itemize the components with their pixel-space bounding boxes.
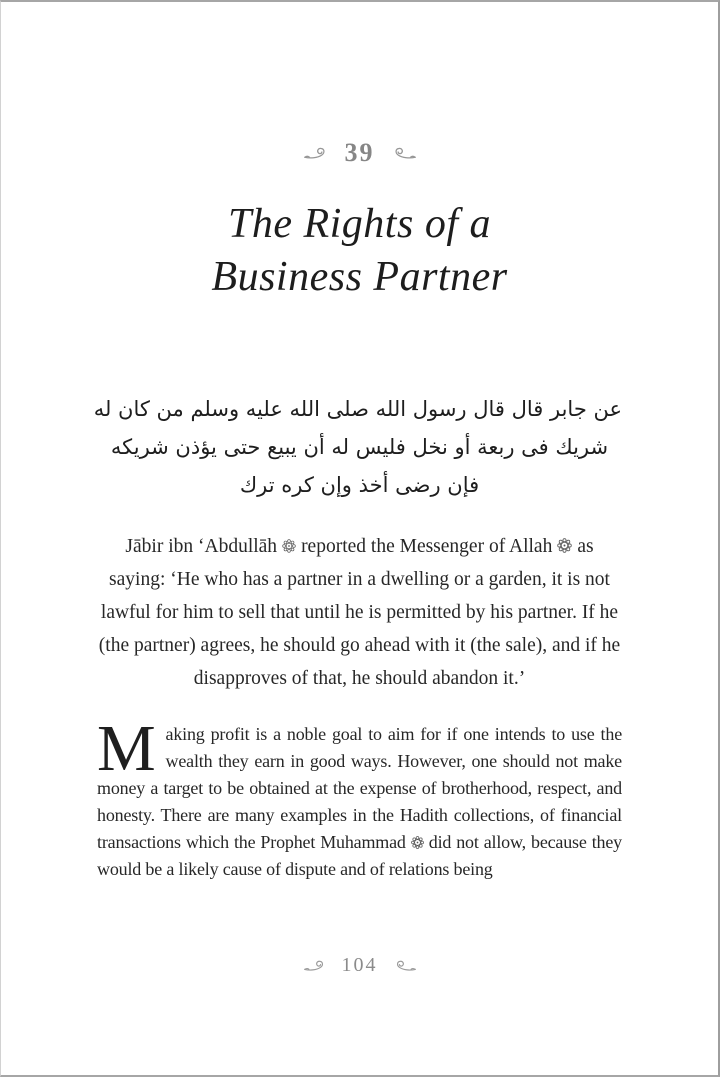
commentary-paragraph xyxy=(97,712,622,883)
chapter-number: 39 xyxy=(344,138,375,167)
chapter-title-line2: Business Partner xyxy=(211,254,508,300)
sallallahu-alayhi-wasallam-icon xyxy=(556,537,573,554)
hadith-narrator: Jābir ibn ‘Abdullāh xyxy=(125,536,278,557)
chapter-header xyxy=(97,138,622,168)
commentary-text-2: did not allow, because they would be a likely cause of dispute and of relations being xyxy=(97,832,622,879)
vine-swirl-left-icon xyxy=(304,959,329,972)
hadith-arabic-line2: شريك فى ربعة أو نخل فليس له أن يبيع حتى يؤذن شريكه xyxy=(110,435,609,459)
chapter-title-line1: The Rights of a xyxy=(227,201,491,247)
hadith-arabic-line3: فإن رضى أخذ وإن كره ترك xyxy=(239,473,480,497)
commentary-text-1: aking profit is a noble goal to aim for if one intends to use the wealth they earn in good ways. However, one should not make money a target to be obtained at the expense of brotherhood, respect, and honesty. There are many examples in the Hadith collections, of financial transactions which the Prophet Muhammad xyxy=(97,724,622,852)
hadith-translation xyxy=(97,530,622,695)
hadith-body-text: as saying: ‘He who has a partner in a dwelling or a garden, it is not lawful for him to sell that until he is permitted by his partner. If he (the partner) agrees, he should go ahead with it (the sale), and if he disapproves of that, he should abandon it.’ xyxy=(98,536,621,689)
sallallahu-alayhi-wasallam-icon xyxy=(410,835,425,850)
hadith-middle: reported the Messenger of Allah xyxy=(301,536,553,557)
hadith-arabic-line1: عن جابر قال قال رسول الله صلى الله عليه وسلم من كان له xyxy=(93,397,622,421)
page-footer xyxy=(1,954,718,977)
radiallahu-anhu-icon xyxy=(281,538,297,554)
vine-swirl-right-icon xyxy=(389,146,416,160)
chapter-title xyxy=(97,198,622,304)
vine-swirl-right-icon xyxy=(391,959,416,972)
page-content xyxy=(1,138,718,883)
drop-cap: M xyxy=(97,712,156,785)
hadith-arabic xyxy=(93,390,622,504)
vine-swirl-left-icon xyxy=(304,146,331,160)
page-number: 104 xyxy=(341,954,378,976)
